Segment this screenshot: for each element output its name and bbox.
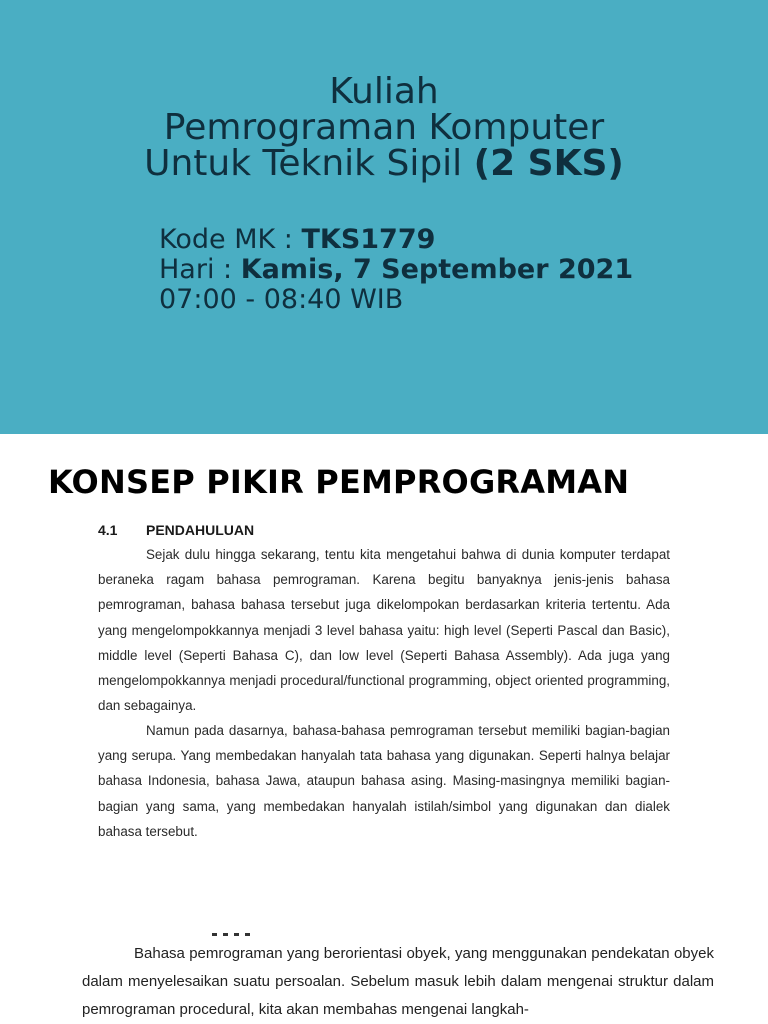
course-code-row (159, 225, 633, 255)
course-time: 07:00 - 08:40 WIB (159, 284, 404, 315)
course-info (159, 225, 633, 315)
title-course-name: Untuk Teknik Sipil (144, 143, 474, 184)
section-title: PENDAHULUAN (146, 522, 255, 538)
title-line-2: Pemrograman Komputer (163, 107, 605, 148)
course-day-label: Hari : (159, 254, 241, 285)
document-heading: KONSEP PIKIR PEMPROGRAMAN (48, 463, 630, 501)
title-credits: (2 SKS) (473, 143, 624, 184)
section-header (98, 522, 254, 538)
slide-title (0, 71, 768, 184)
course-code-value: TKS1779 (301, 224, 436, 255)
paragraph-text: Bahasa pemrograman yang berorientasi obyek, yang menggunakan pendekatan obyek dalam menyelesaikan suatu persoalan. Sebelum masuk lebih dalam mengenai struktur dalam pemrograman procedural, kita akan membahas mengenai langkah- (82, 945, 714, 1018)
paragraph-text: Sejak dulu hingga sekarang, tentu kita mengetahui bahwa di dunia komputer terdapat beraneka ragam bahasa pemrograman. Karena begitu banyaknya jenis-jenis bahasa pemrograman, bahasa bahasa tersebut juga dikelompokan berdasarkan kriteria tertentu. Ada yang mengelompokkannya menjadi 3 level bahasa yaitu: high level (Seperti Pascal dan Basic), middle level (Seperti Bahasa C), dan low level (Seperti Bahasa Assembly). Ada juga yang mengelompokkannya menjadi procedural/functional programming, object oriented programming, dan sebagainya. (98, 547, 670, 714)
course-day-row (159, 255, 633, 285)
course-code-label: Kode MK : (159, 224, 302, 255)
title-line-3 (0, 143, 768, 184)
paragraph-text: Namun pada dasarnya, bahasa-bahasa pemrograman tersebut memiliki bagian-bagian yang serupa. Yang membedakan hanyalah tata bahasa yang digunakan. Seperti halnya belajar bahasa Indonesia, bahasa Jawa, ataupun bahasa asing. Masing-masingnya memiliki bagian-bagian yang sama, yang membedakan hanyalah istilah/simbol yang digunakan dan dialek bahasa tersebut. (98, 723, 670, 839)
title-slide (0, 0, 768, 434)
scan-artifact (212, 933, 252, 936)
scanned-paragraph-3 (82, 940, 714, 1024)
course-day-value: Kamis, 7 September 2021 (240, 254, 634, 285)
section-number: 4.1 (98, 522, 118, 538)
scanned-paragraph-2 (98, 718, 670, 844)
scanned-paragraph-1 (98, 542, 670, 718)
title-line-1: Kuliah (329, 71, 439, 112)
